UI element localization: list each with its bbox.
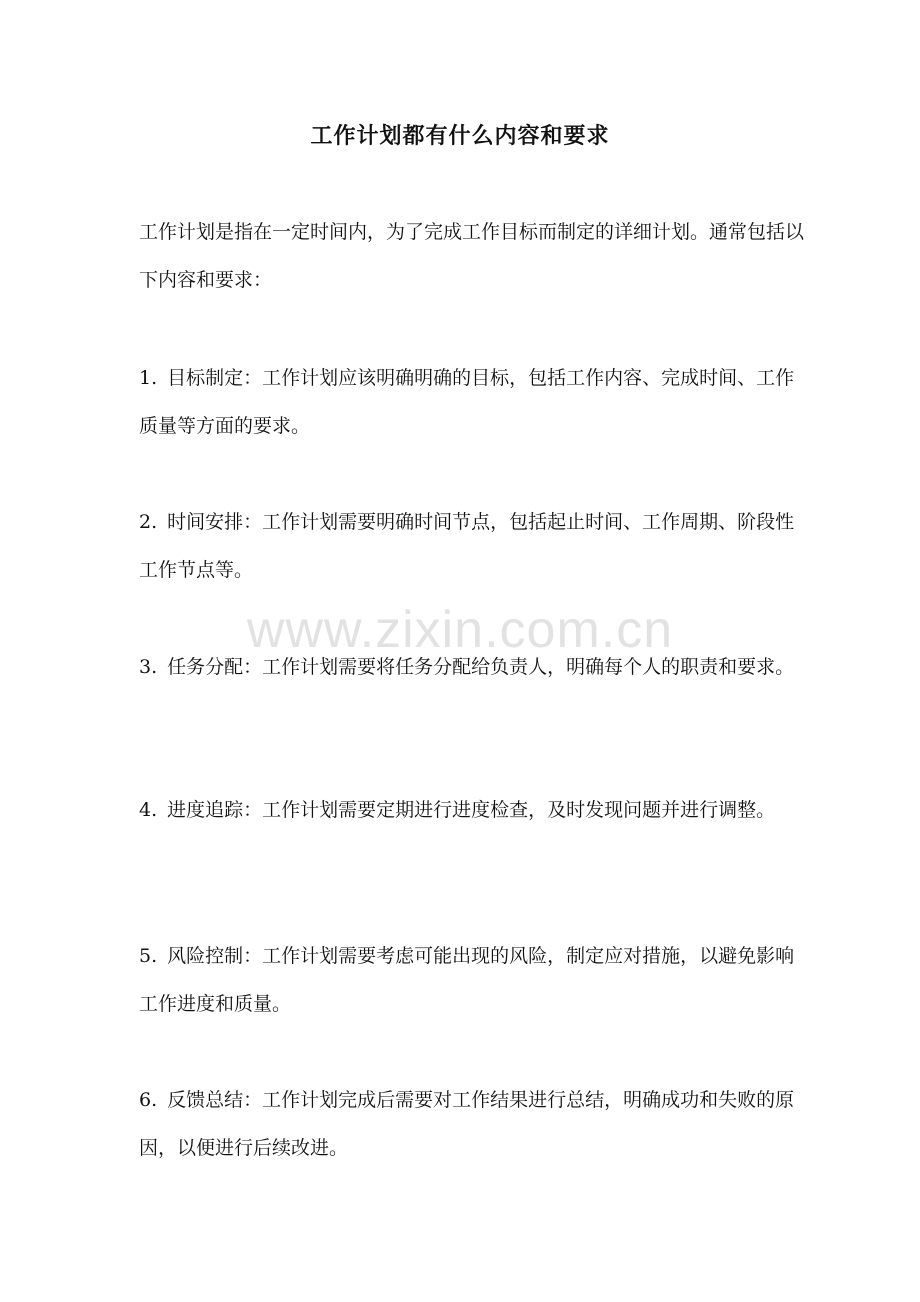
list-item-text: 时间安排：工作计划需要明确时间节点，包括起止时间、工作周期、阶段性工作节点等。 — [139, 511, 795, 581]
list-item-text: 风险控制：工作计划需要考虑可能出现的风险，制定应对措施，以避免影响工作进度和质量。 — [139, 945, 795, 1015]
list-item-text: 进度追踪：工作计划需要定期进行进度检查，及时发现问题并进行调整。 — [167, 799, 776, 821]
list-item — [139, 498, 809, 594]
watermark: www.zixin.com.cn — [246, 601, 674, 659]
list-item-number: 2. — [139, 511, 158, 533]
list-item-text: 反馈总结：工作计划完成后需要对工作结果进行总结，明确成功和失败的原因，以便进行后续改进。 — [139, 1089, 795, 1159]
document-title: 工作计划都有什么内容和要求 — [310, 123, 610, 149]
list-item — [139, 354, 809, 450]
list-item-number: 6. — [139, 1089, 158, 1111]
list-item-number: 5. — [139, 945, 158, 967]
intro-paragraph: 工作计划是指在一定时间内，为了完成工作目标而制定的详细计划。通常包括以下内容和要求： — [139, 221, 805, 291]
list-item-number: 3. — [139, 656, 158, 678]
list-item — [139, 932, 809, 1028]
list-item-text: 目标制定：工作计划应该明确明确的目标，包括工作内容、完成时间、工作质量等方面的要求。 — [139, 367, 795, 437]
list-item — [139, 643, 809, 691]
list-item — [139, 786, 809, 834]
list-item — [139, 1076, 809, 1172]
list-item-number: 4. — [139, 799, 158, 821]
list-item-number: 1. — [139, 367, 158, 389]
list-item-text: 任务分配：工作计划需要将任务分配给负责人，明确每个人的职责和要求。 — [167, 656, 795, 678]
